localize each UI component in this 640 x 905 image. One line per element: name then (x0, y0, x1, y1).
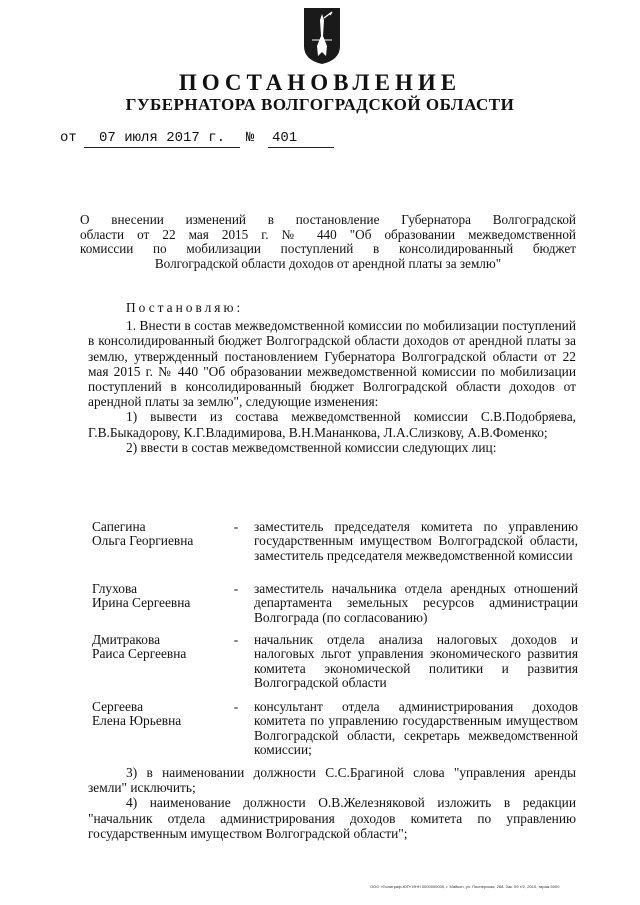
member-position: начальник отдела анализа налоговых доходов и налоговых льгот управления экономического развития комитета экономической политики и развития Волгоградской области (254, 632, 578, 691)
decree-body-continued (88, 765, 576, 841)
print-imprint: ООО «Полиграф-ЮГ» ИНН 0000000000, г. Майкоп, ул. Пионерская, 268. Зак. 59 т/2, 2015, тираж 5000 (370, 884, 560, 889)
decree-body (88, 300, 576, 455)
member-name (92, 582, 232, 611)
member-dash: - (233, 581, 239, 596)
member-given-names: Ольга Георгиевна (92, 533, 194, 549)
member-surname: Глухова (92, 581, 138, 596)
member-given-names: Раиса Сергеевна (92, 646, 187, 662)
member-position: заместитель начальника отдела арендных отношений департамента земельных ресурсов администрации Волгограда (по согласованию) (254, 581, 578, 625)
member-position: консультант отдела администрирования доходов комитета по управлению государственным имуществом Волгоградской области, секретарь межведомственной комиссии; (254, 699, 578, 758)
decree-number: 401 (268, 130, 334, 148)
subject-line: О внесении изменений в постановление Губернатора Волгоградской (80, 212, 576, 227)
member-name (92, 633, 232, 662)
decree-word: Постановляю: (126, 300, 244, 315)
member-surname: Сапегина (92, 519, 146, 534)
member-surname: Сергеева (92, 699, 144, 714)
paragraph-1-1: 1) вывести из состава межведомственной комиссии С.В.Подобряева, Г.В.Быкадорову, К.Г.Владимирова, В.Н.Мананкова, Л.А.Слизкову, А.В.Фоменко; (88, 409, 576, 440)
volgograd-emblem-icon (302, 6, 342, 66)
document-subtitle: ГУБЕРНАТОРА ВОЛГОГРАДСКОЙ ОБЛАСТИ (125, 95, 515, 114)
member-given-names: Ирина Сергеевна (92, 595, 191, 611)
paragraph-1-4: 4) наименование должности О.В.Железняковой изложить в редакции "начальник отдела администрирования доходов комитета по управлению государственным имуществом Волгоградской области"; (88, 795, 576, 841)
paragraph-1: 1. Внести в состав межведомственной комиссии по мобилизации поступлений в консолидированный бюджет Волгоградской области доходов от арендной платы за землю, утвержденный постановлением Губернатора Волгоградской области от 22 мая 2015 г. № 440 "Об образовании межведомственной комиссии по мобилизации поступлений в консолидированный бюджет Волгоградской области доходов от арендной платы за землю", следующие изменения: (88, 318, 576, 410)
subject-line: Волгоградской области доходов от арендной платы за землю" (154, 255, 502, 271)
number-label: № (246, 130, 255, 146)
document-title: ПОСТАНОВЛЕНИЕ (178, 70, 462, 95)
paragraph-1-3: 3) в наименовании должности С.С.Брагиной слова "управления аренды земли" исключить; (88, 765, 576, 796)
member-given-names: Елена Юрьевна (92, 713, 182, 729)
member-dash: - (233, 699, 239, 714)
from-label: от (60, 130, 77, 146)
subject-line: комиссии по мобилизации поступлений в консолидированный бюджет (80, 241, 576, 256)
member-name (92, 520, 232, 549)
member-dash: - (233, 519, 239, 534)
member-position: заместитель председателя комитета по управлению государственным имуществом Волгоградской области, заместитель председателя межведомственной комиссии (254, 519, 578, 563)
subject-line: области от 22 мая 2015 г. № 440 "Об образовании межведомственной (80, 226, 576, 242)
decree-date: 07 июля 2017 г. (84, 130, 240, 148)
member-surname: Дмитракова (92, 632, 161, 647)
member-dash: - (233, 632, 239, 647)
decree-subject (80, 213, 576, 271)
member-name (92, 700, 232, 729)
paragraph-1-2: 2) ввести в состав межведомственной комиссии следующих лиц: (126, 439, 497, 455)
